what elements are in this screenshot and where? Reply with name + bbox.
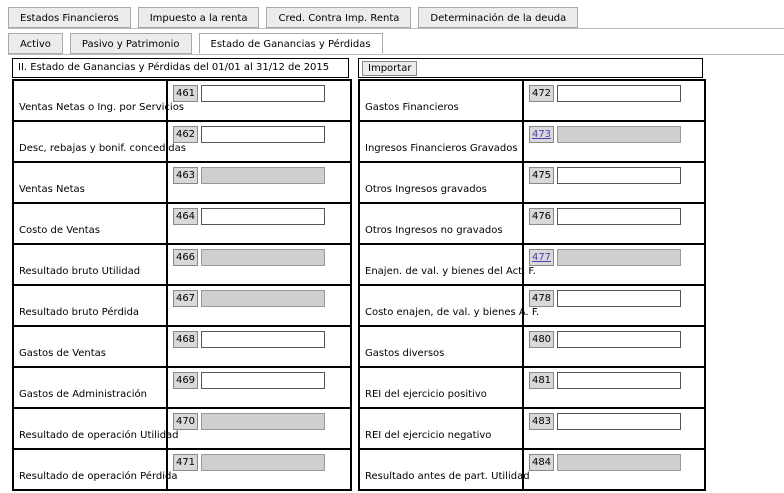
field-cell bbox=[524, 450, 706, 491]
tab-determinacion-deuda[interactable]: Determinación de la deuda bbox=[418, 7, 578, 28]
field-label-cell bbox=[14, 81, 185, 122]
field-label: Enajen. de val. y bienes del Act. F. bbox=[365, 266, 536, 277]
field-cell bbox=[524, 204, 706, 245]
form-row-461 bbox=[14, 81, 352, 122]
field-label-cell bbox=[360, 450, 530, 491]
tab-cred-contra-imp-renta[interactable]: Cred. Contra Imp. Renta bbox=[266, 7, 411, 28]
field-label-cell bbox=[14, 409, 179, 450]
form-row-481 bbox=[360, 368, 706, 409]
subtab-divider bbox=[8, 54, 784, 55]
field-label: Ingresos Financieros Gravados bbox=[365, 143, 518, 154]
field-code: 471 bbox=[173, 454, 198, 471]
field-label-cell bbox=[360, 204, 524, 245]
casilla-464-input[interactable] bbox=[201, 208, 325, 225]
field-cell bbox=[168, 450, 352, 491]
field-label-cell bbox=[360, 81, 524, 122]
field-label-cell bbox=[14, 245, 168, 286]
field-label-cell bbox=[14, 286, 168, 327]
casilla-484-readonly bbox=[557, 454, 681, 471]
field-cell bbox=[168, 368, 352, 409]
form-row-473 bbox=[360, 122, 706, 163]
casilla-463-readonly bbox=[201, 167, 325, 184]
tab-estado-ganancias-perdidas[interactable]: Estado de Ganancias y Pérdidas bbox=[199, 33, 383, 54]
form-row-476 bbox=[360, 204, 706, 245]
tab-divider bbox=[8, 28, 784, 29]
tab-impuesto-renta[interactable]: Impuesto a la renta bbox=[138, 7, 260, 28]
field-label-cell bbox=[360, 409, 524, 450]
form-row-471 bbox=[14, 450, 352, 491]
field-code: 472 bbox=[529, 85, 554, 102]
form-row-468 bbox=[14, 327, 352, 368]
casilla-470-readonly bbox=[201, 413, 325, 430]
field-label: Ventas Netas o Ing. por Servicios bbox=[19, 102, 185, 113]
field-cell bbox=[168, 286, 352, 327]
field-code: 463 bbox=[173, 167, 198, 184]
form-row-469 bbox=[14, 368, 352, 409]
field-label-cell bbox=[14, 450, 178, 491]
field-label-cell bbox=[360, 327, 524, 368]
field-label: Resultado bruto Pérdida bbox=[19, 307, 140, 318]
field-label-cell bbox=[14, 327, 168, 368]
field-cell bbox=[524, 286, 706, 327]
field-cell bbox=[168, 409, 352, 450]
tab-activo[interactable]: Activo bbox=[8, 33, 63, 54]
field-label: Costo de Ventas bbox=[19, 225, 101, 236]
field-label: Resultado de operación Pérdida bbox=[19, 471, 178, 482]
field-label-cell bbox=[360, 122, 524, 163]
field-label-cell bbox=[360, 286, 540, 327]
field-cell bbox=[168, 122, 352, 163]
field-cell bbox=[524, 122, 706, 163]
form-row-470 bbox=[14, 409, 352, 450]
casilla-478-input[interactable] bbox=[557, 290, 681, 307]
form-row-466 bbox=[14, 245, 352, 286]
field-label: Otros Ingresos no gravados bbox=[365, 225, 503, 236]
casilla-471-readonly bbox=[201, 454, 325, 471]
field-label: Gastos de Administración bbox=[19, 389, 147, 400]
field-label: Resultado bruto Utilidad bbox=[19, 266, 141, 277]
field-label-cell bbox=[360, 368, 524, 409]
casilla-469-input[interactable] bbox=[201, 372, 325, 389]
field-cell bbox=[524, 81, 706, 122]
field-code: 483 bbox=[529, 413, 554, 430]
field-label: Desc, rebajas y bonif. concedidas bbox=[19, 143, 186, 154]
field-label: Otros Ingresos gravados bbox=[365, 184, 487, 195]
field-label-cell bbox=[360, 245, 536, 286]
field-code: 464 bbox=[173, 208, 198, 225]
form-row-462 bbox=[14, 122, 352, 163]
field-label: Gastos Financieros bbox=[365, 102, 459, 113]
casilla-472-input[interactable] bbox=[557, 85, 681, 102]
tab-estados-financieros[interactable]: Estados Financieros bbox=[8, 7, 131, 28]
field-label-cell bbox=[14, 368, 168, 409]
form-row-464 bbox=[14, 204, 352, 245]
field-label: Ventas Netas bbox=[19, 184, 85, 195]
tab-pasivo-patrimonio[interactable]: Pasivo y Patrimonio bbox=[70, 33, 192, 54]
casilla-476-input[interactable] bbox=[557, 208, 681, 225]
main-tab-bar bbox=[8, 7, 578, 28]
field-cell bbox=[524, 409, 706, 450]
form-row-475 bbox=[360, 163, 706, 204]
casilla-466-readonly bbox=[201, 249, 325, 266]
field-code: 469 bbox=[173, 372, 198, 389]
field-cell bbox=[168, 163, 352, 204]
section-title: II. Estado de Ganancias y Pérdidas del 01/01 al 31/12 de 2015 bbox=[12, 58, 349, 78]
field-code: 470 bbox=[173, 413, 198, 430]
field-cell bbox=[168, 204, 352, 245]
casilla-480-input[interactable] bbox=[557, 331, 681, 348]
form-row-483 bbox=[360, 409, 706, 450]
import-button[interactable]: Importar bbox=[362, 61, 417, 76]
field-label: Resultado antes de part. Utilidad bbox=[365, 471, 530, 482]
field-cell bbox=[524, 327, 706, 368]
casilla-462-input[interactable] bbox=[201, 126, 325, 143]
form-row-480 bbox=[360, 327, 706, 368]
casilla-473-link[interactable]: 473 bbox=[529, 126, 554, 143]
casilla-483-input[interactable] bbox=[557, 413, 681, 430]
field-label: Costo enajen, de val. y bienes A. F. bbox=[365, 307, 540, 318]
casilla-475-input[interactable] bbox=[557, 167, 681, 184]
form-row-478 bbox=[360, 286, 706, 327]
field-cell bbox=[524, 368, 706, 409]
field-label: REI del ejercicio negativo bbox=[365, 430, 492, 441]
field-cell bbox=[168, 245, 352, 286]
form-row-467 bbox=[14, 286, 352, 327]
form-row-472 bbox=[360, 81, 706, 122]
sub-tab-bar bbox=[8, 33, 383, 54]
field-code: 481 bbox=[529, 372, 554, 389]
field-cell bbox=[168, 81, 352, 122]
field-label: REI del ejercicio positivo bbox=[365, 389, 487, 400]
casilla-481-input[interactable] bbox=[557, 372, 681, 389]
casilla-477-link[interactable]: 477 bbox=[529, 249, 554, 266]
field-label: Gastos de Ventas bbox=[19, 348, 107, 359]
field-label: Resultado de operación Utilidad bbox=[19, 430, 179, 441]
field-code: 466 bbox=[173, 249, 198, 266]
field-cell bbox=[524, 163, 706, 204]
import-bar bbox=[358, 58, 703, 78]
field-label: Gastos diversos bbox=[365, 348, 445, 359]
casilla-467-readonly bbox=[201, 290, 325, 307]
casilla-473-readonly bbox=[557, 126, 681, 143]
form-row-484 bbox=[360, 450, 706, 491]
right-form-grid bbox=[358, 79, 706, 491]
field-code: 461 bbox=[173, 85, 198, 102]
casilla-477-readonly bbox=[557, 249, 681, 266]
field-code: 476 bbox=[529, 208, 554, 225]
field-cell bbox=[168, 327, 352, 368]
field-label-cell bbox=[360, 163, 524, 204]
field-code: 468 bbox=[173, 331, 198, 348]
form-row-477 bbox=[360, 245, 706, 286]
field-code: 480 bbox=[529, 331, 554, 348]
casilla-461-input[interactable] bbox=[201, 85, 325, 102]
field-code: 484 bbox=[529, 454, 554, 471]
field-code: 462 bbox=[173, 126, 198, 143]
left-form-grid bbox=[12, 79, 352, 491]
field-label-cell bbox=[14, 163, 168, 204]
field-code: 467 bbox=[173, 290, 198, 307]
field-code: 475 bbox=[529, 167, 554, 184]
field-label-cell bbox=[14, 204, 168, 245]
casilla-468-input[interactable] bbox=[201, 331, 325, 348]
field-code: 478 bbox=[529, 290, 554, 307]
form-row-463 bbox=[14, 163, 352, 204]
field-cell bbox=[524, 245, 706, 286]
